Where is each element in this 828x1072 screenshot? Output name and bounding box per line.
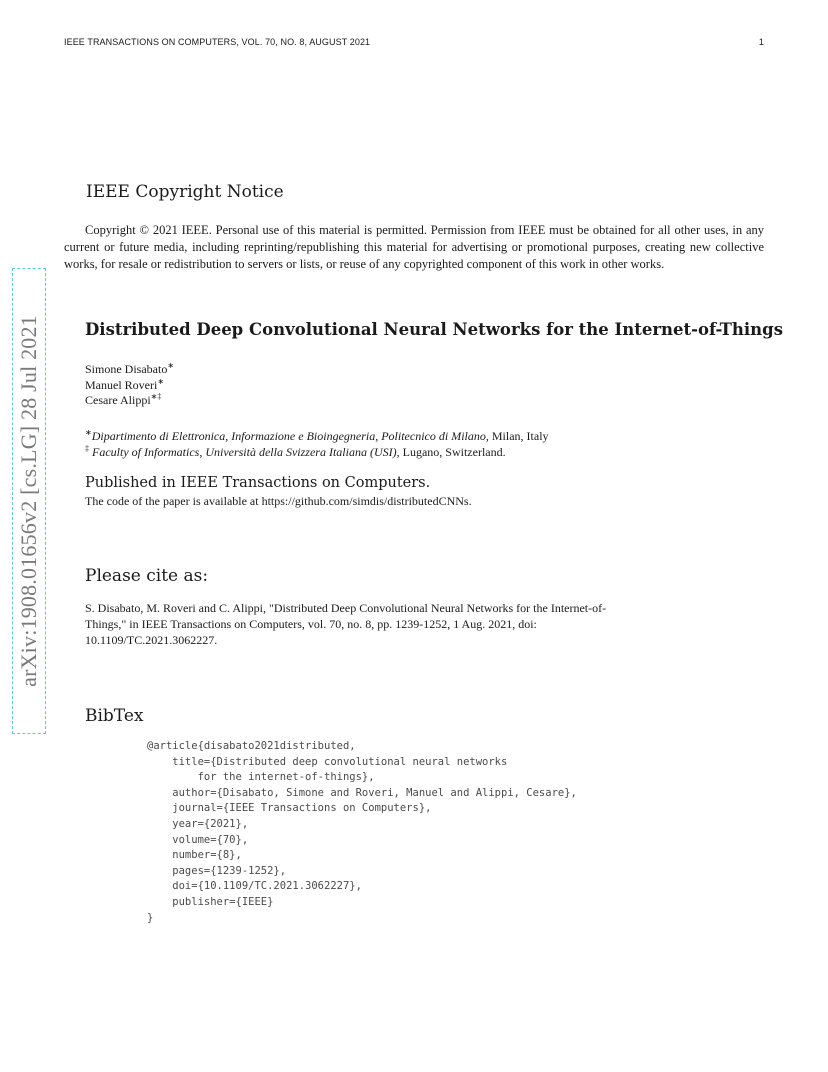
author-mark: ∗ — [167, 361, 175, 370]
bibtex-line: year={2021}, — [147, 817, 249, 830]
bibtex-line: author={Disabato, Simone and Roveri, Manuel and Alippi, Cesare}, — [147, 786, 577, 799]
affiliation-institution: Dipartimento di Elettronica, Informazione e Bioingegneria, Politecnico di Milano — [91, 429, 486, 443]
affiliation-mark: ∗ — [85, 428, 92, 437]
affiliation-institution: Faculty of Informatics, Università della Svizzera Italiana (USI) — [89, 445, 397, 459]
author-mark: ∗‡ — [150, 392, 162, 401]
affiliation-location: , Lugano, Switzerland. — [396, 445, 506, 459]
copyright-notice — [64, 222, 764, 273]
author — [85, 393, 174, 409]
affiliation-list — [85, 428, 549, 460]
bibtex-line: publisher={IEEE} — [147, 895, 274, 908]
running-head — [64, 37, 764, 51]
bibtex-line: journal={IEEE Transactions on Computers}, — [147, 802, 432, 815]
bibtex-line: volume={70}, — [147, 833, 249, 846]
code-availability: The code of the paper is available at https://github.com/simdis/distributedCNNs. — [85, 494, 472, 508]
affiliation — [85, 444, 549, 460]
bibtex-entry — [147, 739, 577, 926]
affiliation — [85, 428, 549, 444]
citation-text: S. Disabato, M. Roveri and C. Alippi, "Distributed Deep Convolutional Neural Networks for the Internet-of-Things," in IEEE Transactions on Computers, vol. 70, no. 8, pp. 1239-1252, 1 Aug. 2021, doi: 10.1109/TC.2021.3062227. — [85, 601, 607, 647]
bibtex-heading: BibTex — [85, 706, 144, 726]
publication-note: Published in IEEE Transactions on Computers. — [85, 475, 431, 491]
bibtex-line: for the internet-of-things}, — [147, 771, 375, 784]
copyright-heading: IEEE Copyright Notice — [86, 182, 284, 202]
arxiv-stamp[interactable] — [12, 268, 46, 734]
author-name: Simone Disabato — [85, 362, 168, 376]
author-list — [85, 362, 174, 409]
author-name: Manuel Roveri — [85, 377, 158, 392]
affiliation-location: , Milan, Italy — [485, 429, 549, 443]
arxiv-identifier[interactable]: arXiv:1908.01656v2 [cs.LG] 28 Jul 2021 — [16, 315, 42, 687]
paper-title: Distributed Deep Convolutional Neural Networks for the Internet-of-Things — [85, 320, 783, 339]
bibtex-line: pages={1239-1252}, — [147, 864, 287, 877]
page-number: 1 — [758, 37, 764, 47]
bibtex-line: title={Distributed deep convolutional neural networks — [147, 755, 508, 768]
author-mark: ∗ — [157, 376, 165, 386]
bibtex-line: number={8}, — [147, 849, 242, 862]
copyright-text: Copyright © 2021 IEEE. Personal use of this material is permitted. Permission from IEEE must be obtained for all other uses, in any current or future media, including reprinting/republishing this material for advertising or promotional purposes, creating new collective works, for resale or redistribution to servers or lists, or reuse of any copyrighted component of this work in other works. — [64, 223, 764, 271]
author — [85, 378, 174, 394]
author-name: Cesare Alippi — [85, 393, 151, 407]
bibtex-line: } — [147, 911, 154, 924]
affiliation-mark: ‡ — [85, 444, 89, 453]
cite-heading: Please cite as: — [85, 566, 209, 586]
bibtex-line: @article{disabato2021distributed, — [147, 740, 356, 752]
bibtex-line: doi={10.1109/TC.2021.3062227}, — [147, 880, 362, 893]
journal-header: IEEE TRANSACTIONS ON COMPUTERS, VOL. 70, NO. 8, AUGUST 2021 — [64, 37, 371, 47]
author — [85, 362, 174, 378]
